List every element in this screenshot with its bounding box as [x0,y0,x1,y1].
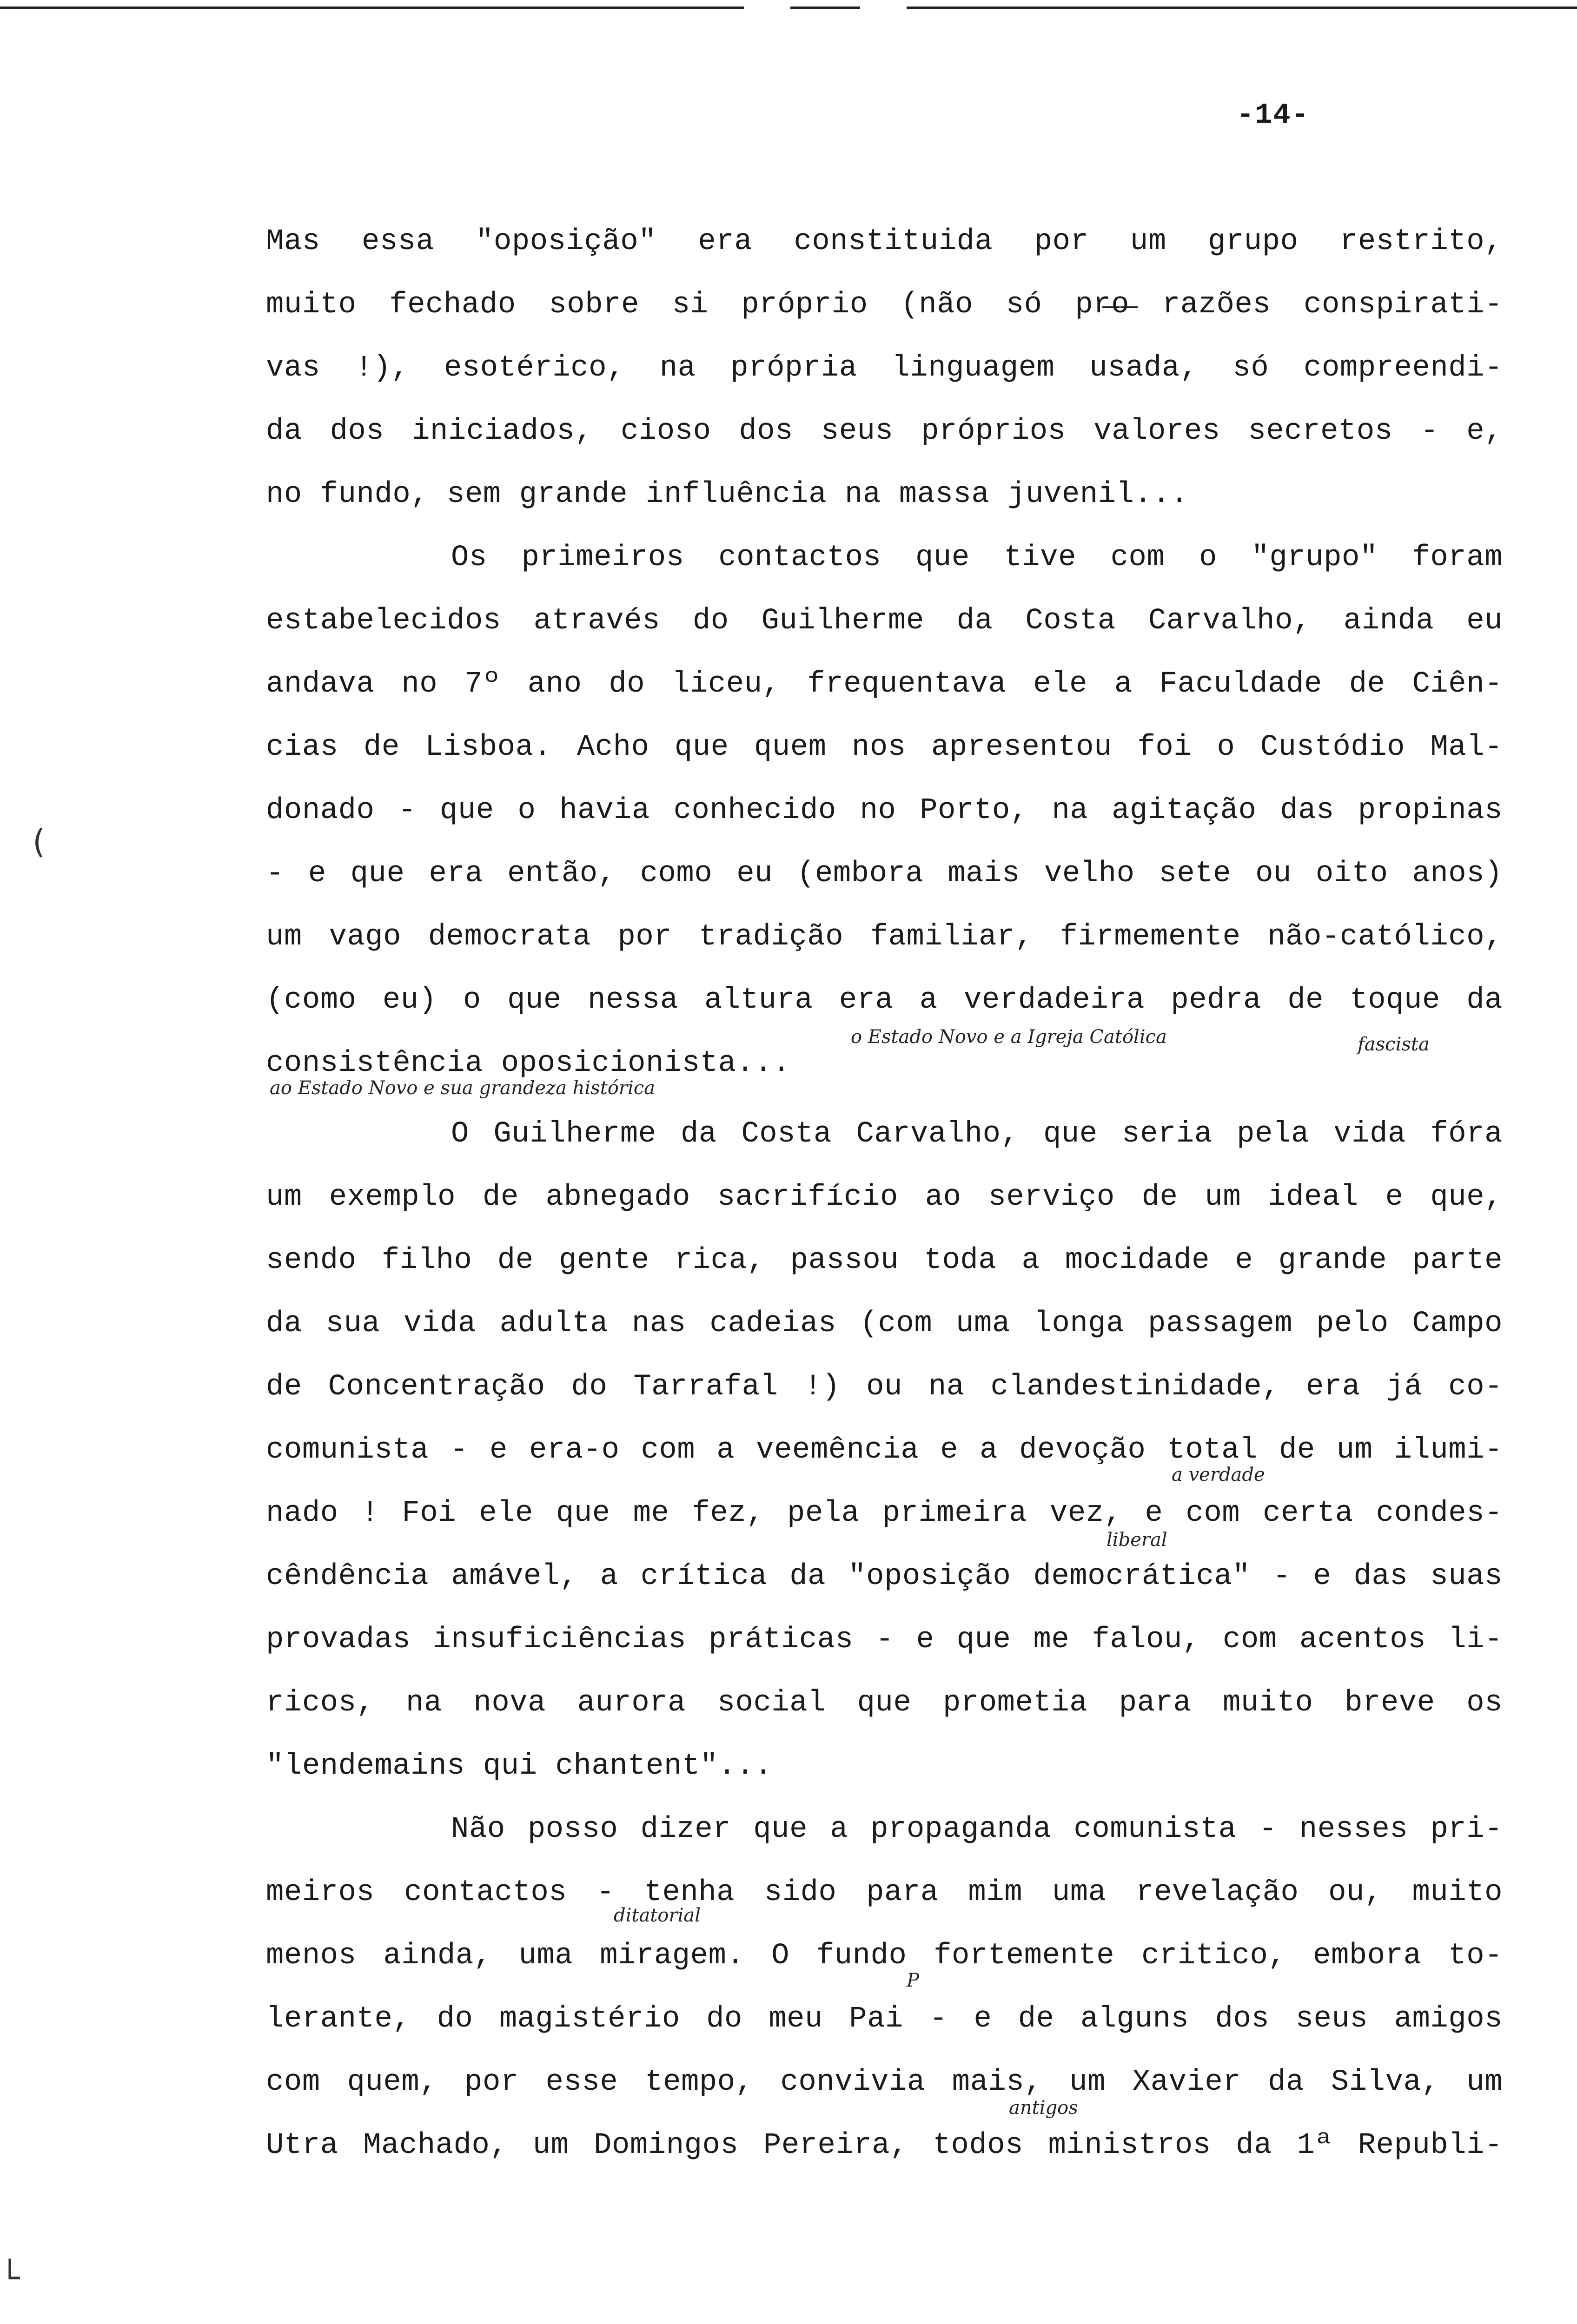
handwritten-annotation: ao Estado Novo e sua grandeza histórica [270,1077,656,1099]
handwritten-annotation: P [907,1970,919,1991]
text-line: consistência oposicionista... [266,1047,791,1080]
text-line: ricos, na nova aurora social que prometia para muito breve os [266,1686,1503,1720]
text-line: vas !), esotérico, na própria linguagem usada, só compreendi- [266,351,1503,385]
text-line: um exemplo de abnegado sacrifício ao serviço de um ideal e que, [266,1181,1503,1214]
text-line: "lendemains qui chantent"... [266,1750,773,1783]
handwritten-annotation: liberal [1107,1529,1167,1551]
text-line: O Guilherme da Costa Carvalho, que seria pela vida fóra [451,1117,1503,1151]
text-line: da dos iniciados, cioso dos seus próprios valores secretos - e, [266,415,1503,448]
margin-corner-mark: └ [0,2259,20,2297]
handwritten-annotation: fascista [1358,1034,1430,1055]
handwritten-annotation: a verdade [1172,1464,1265,1486]
text-line: estabelecidos através do Guilherme da Costa Carvalho, ainda eu [266,604,1503,638]
text-line: Os primeiros contactos que tive com o "grupo" foram [451,541,1503,574]
text-line: provadas insuficiências práticas - e que me falou, com acentos li- [266,1623,1503,1657]
text-line: um vago democrata por tradição familiar, firmemente não-católico, [266,920,1503,954]
handwritten-annotation: antigos [1009,2097,1078,2119]
text-line: nado ! Foi ele que me fez, pela primeira vez, e com certa condes- [266,1497,1503,1530]
scan-top-line [790,7,860,9]
text-line: muito fechado sobre si próprio (não só pr̶o̶ razões conspirati- [266,288,1503,322]
text-line: cias de Lisboa. Acho que quem nos apresentou foi o Custódio Mal- [266,731,1503,764]
text-line: (como eu) o que nessa altura era a verdadeira pedra de toque da [266,984,1503,1017]
margin-bracket-mark: ( [33,823,46,861]
text-line: sendo filho de gente rica, passou toda a mocidade e grande parte [266,1244,1503,1277]
text-line: da sua vida adulta nas cadeias (com uma longa passagem pelo Campo [266,1307,1503,1340]
text-line: Não posso dizer que a propaganda comunista - nesses pri- [451,1813,1503,1846]
text-line: no fundo, sem grande influência na massa juvenil... [266,478,1189,511]
page-number: -14- [1237,99,1310,132]
text-line: andava no 7º ano do liceu, frequentava ele a Faculdade de Ciên- [266,667,1503,701]
text-line: Mas essa "oposição" era constituida por um grupo restrito, [266,225,1503,258]
text-line: lerante, do magistério do meu Pai - e de alguns dos seus amigos [266,2002,1503,2036]
handwritten-annotation: ditatorial [614,1905,701,1926]
text-line: cêndência amável, a crítica da "oposição democrática" - e das suas [266,1560,1503,1593]
scan-top-line [0,7,744,9]
text-line: meiros contactos - tenha sido para mim uma revelação ou, muito [266,1876,1503,1909]
text-line: com quem, por esse tempo, convivia mais, um Xavier da Silva, um [266,2066,1503,2099]
scan-top-line [907,7,1577,9]
text-line: de Concentração do Tarrafal !) ou na clandestinidade, era já co- [266,1370,1503,1404]
text-line: donado - que o havia conhecido no Porto, na agitação das propinas [266,794,1503,827]
text-line: Utra Machado, um Domingos Pereira, todos ministros da 1ª Republi- [266,2129,1503,2162]
text-line: - e que era então, como eu (embora mais velho sete ou oito anos) [266,857,1503,891]
text-line: comunista - e era-o com a veemência e a devoção total de um ilumi- [266,1433,1503,1467]
handwritten-annotation: o Estado Novo e a Igreja Católica [851,1026,1167,1048]
text-line: menos ainda, uma miragem. O fundo fortemente critico, embora to- [266,1939,1503,1973]
